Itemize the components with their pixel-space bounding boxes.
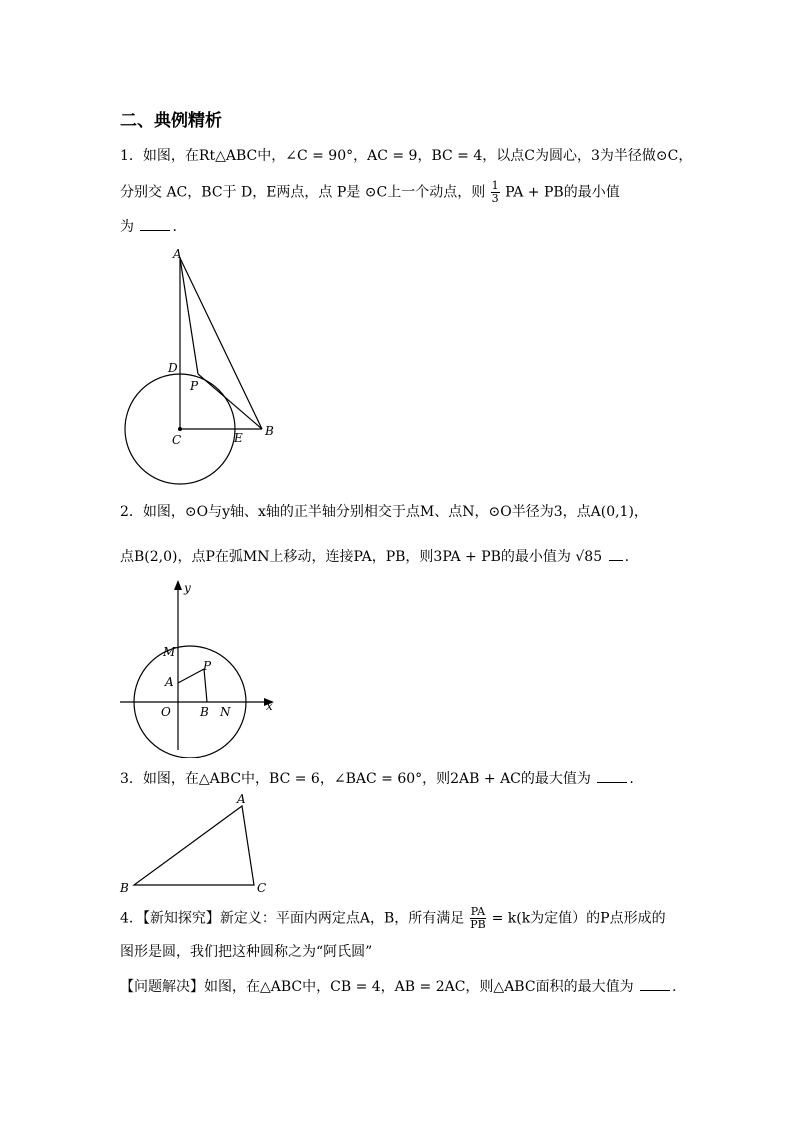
- label-e: E: [234, 431, 243, 445]
- label-c: C: [257, 881, 267, 894]
- segment-ab: [180, 258, 262, 429]
- answer-blank: [140, 216, 170, 231]
- fraction-numerator: 1: [491, 179, 499, 192]
- problem-4-line-3: 【问题解决】如图，在△ABC中，CB = 4，AB = 2AC，则△ABC面积的最大值为 .: [120, 976, 676, 997]
- label-o: O: [161, 705, 171, 719]
- label-b: B: [200, 705, 209, 719]
- problem-2-line-2-text: 点B(2,0)，点P在弧MN上移动，连接PA，PB，则3PA + PB的最小值为: [120, 549, 571, 565]
- problem-4-line-1-text: 4．【新知探究】新定义：平面内两定点A，B，所有满足: [120, 910, 465, 927]
- label-c: C: [172, 433, 182, 447]
- problem-4-line-3-text: 【问题解决】如图，在△ABC中，CB = 4，AB = 2AC，则△ABC面积的最大值为: [120, 979, 634, 995]
- problem-2-line-1: 2．如图，⊙O与y轴、x轴的正半轴分别相交于点M、点N，⊙O半径为3，点A(0,1)，: [120, 504, 648, 520]
- segment-pb: [198, 374, 262, 429]
- label-a: A: [173, 247, 182, 261]
- fraction-one-third: [491, 180, 500, 205]
- label-x: x: [266, 699, 273, 713]
- fraction-denominator: PB: [470, 918, 486, 931]
- answer-blank: [597, 768, 627, 783]
- problem-2-line-2: 点B(2,0)，点P在弧MN上移动，连接PA，PB，则3PA + PB的最小值为 √85 .: [120, 546, 629, 567]
- label-a: A: [237, 792, 246, 806]
- section-title: 二、典例精析: [120, 111, 222, 131]
- problem-1-line-1: 1．如图，在Rt△ABC中，∠C = 90°，AC = 9，BC = 4，以点C为圆心，3为半径做⊙C，: [120, 148, 693, 164]
- y-axis-arrow: [174, 580, 182, 590]
- figure-2: [116, 578, 286, 758]
- problem-1-line-3: 为 .: [120, 216, 177, 237]
- fraction-numerator: PA: [470, 905, 486, 918]
- problem-1-line-2: [120, 180, 620, 205]
- segment-pb: [204, 669, 207, 702]
- label-p: P: [190, 379, 199, 393]
- label-y: y: [184, 581, 191, 595]
- fraction-denominator: 3: [491, 192, 499, 205]
- answer-blank: [609, 546, 623, 561]
- figure-3: [114, 790, 274, 894]
- answer-value: √85: [575, 549, 603, 565]
- label-p: P: [203, 659, 212, 673]
- problem-3-line-1: 3．如图，在△ABC中，BC = 6，∠BAC = 60°，则2AB + AC的最大值为 .: [120, 768, 634, 789]
- label-n: N: [220, 705, 231, 719]
- problem-4-line-1-tail: = k(k为定值）的P点形成的: [491, 910, 666, 927]
- triangle-abc: [134, 806, 254, 885]
- answer-blank: [640, 976, 670, 991]
- problem-1-line-2-tail: PA + PB的最小值: [505, 184, 620, 201]
- problem-3-line-1-text: 3．如图，在△ABC中，BC = 6，∠BAC = 60°，则2AB + AC的最大值为: [120, 771, 591, 787]
- problem-1-line-2-text: 分别交 AC，BC于 D，E两点，点 P是 ⊙C上一个动点，则: [120, 184, 486, 201]
- label-m: M: [163, 645, 176, 659]
- label-a: A: [165, 675, 174, 689]
- figure-1: [110, 246, 290, 486]
- label-d: D: [168, 361, 178, 375]
- problem-1-line-3-text: 为: [120, 219, 134, 235]
- problem-4-line-2: 图形是圆，我们把这种圆称之为“阿氏圆”: [120, 944, 373, 960]
- problem-4-line-1: [120, 906, 666, 931]
- segment-pa: [178, 669, 204, 683]
- point-c: [178, 427, 182, 431]
- fraction-pa-pb: [470, 906, 486, 931]
- label-b: B: [120, 881, 129, 894]
- label-b: B: [265, 424, 274, 438]
